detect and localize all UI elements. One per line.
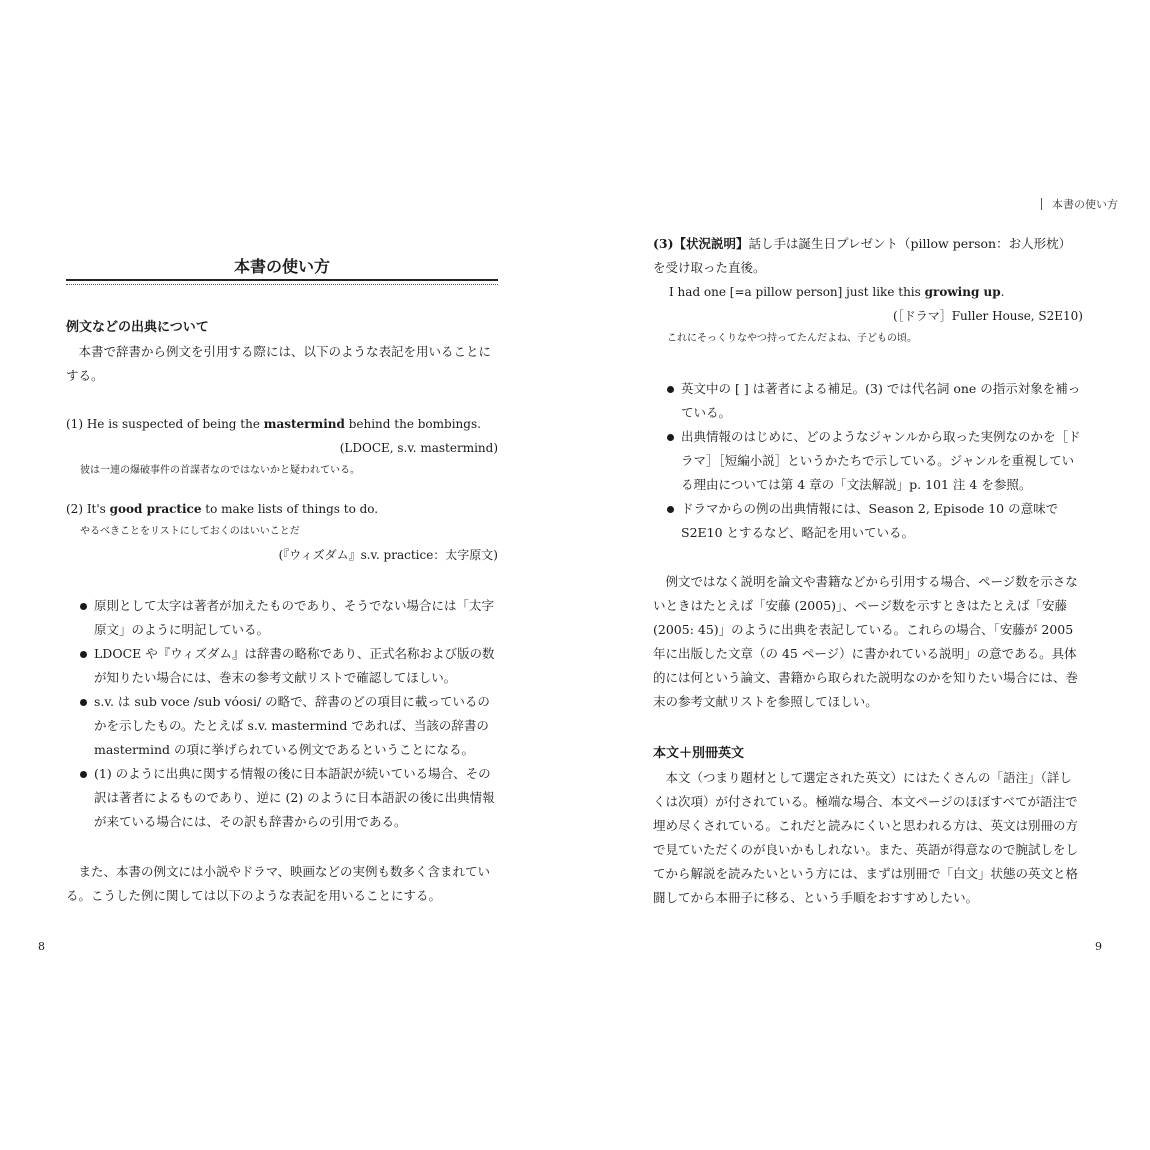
page-title: 本書の使い方 <box>233 257 330 276</box>
page-number: 8 <box>38 940 45 953</box>
intro-paragraph: 本書で辞書から例文を引用する際には、以下のような表記を用いることにする。 <box>66 344 492 383</box>
bullet-icon <box>667 386 674 393</box>
example-translation: やるべきことをリストにしておくのはいいことだ <box>80 526 300 537</box>
title-rule <box>66 279 498 285</box>
section-heading: 例文などの出典について <box>66 320 209 335</box>
example-2 <box>66 497 498 567</box>
section-heading: 本文＋別冊英文 <box>653 746 745 761</box>
example-context: (3)【状況説明】話し手は誕生日プレゼント（pillow person：お人形枕）を受け取った直後。 <box>653 236 1072 275</box>
bullet-icon <box>667 434 674 441</box>
citation-paragraph: 例文ではなく説明を論文や書籍などから引用する場合、ページ数を示さないときはたとえば「安藤 (2005)」、ページ数を示すときはたとえば「安藤 (2005: 45)」のように出典を表記している。これらの場合、「安藤が 2005 年に出版した文章（の 45 ページ）に書かれている説明」の意である。具体的には何という論文、書籍から取られた説明なのかを知りたい場合には、巻末の参考文献リストを参照してほしい。 <box>653 574 1079 709</box>
section-body: 本文（つまり題材として選定された英文）にはたくさんの「語注」（詳しくは次項）が付されている。極端な場合、本文ページのほぼすべてが語注で埋め尽くされている。これだと読みにくいと思われる方は、英文は別冊の方で見ていただくのが良いかもしれない。また、英語が得意なので腕試しをしてから解説を読みたいという方には、まずは別冊で「白文」状態の英文と格闘してから本冊子に移る、という手順をおすすめしたい。 <box>653 770 1079 905</box>
example-source: (LDOCE, s.v. mastermind) <box>339 441 498 455</box>
bullet-icon <box>80 651 87 658</box>
notes-list <box>78 594 498 834</box>
example-translation: 彼は一連の爆破事件の首謀者なのではないかと疑われている。 <box>80 465 360 476</box>
example-3 <box>653 232 1083 350</box>
list-item: ドラマからの例の出典情報には、Season 2, Episode 10 の意味で S2E10 とするなど、略記を用いている。 <box>665 497 1083 545</box>
running-header-text: 本書の使い方 <box>1052 198 1118 211</box>
closing-paragraph: また、本書の例文には小説やドラマ、映画などの実例も数多く含まれている。こうした例に関しては以下のような表記を用いることにする。 <box>66 864 491 903</box>
example-source: (［ドラマ］Fuller House, S2E10) <box>893 309 1083 323</box>
bullet-icon <box>80 771 87 778</box>
example-translation: これにそっくりなやつ持ってたんだよね、子どもの頃。 <box>667 333 917 344</box>
example-source: (『ウィズダム』s.v. practice：太字原文) <box>278 548 498 562</box>
list-item: 英文中の [ ] は著者による補足。(3) では代名詞 one の指示対象を補っている。 <box>665 377 1083 425</box>
running-header <box>1041 196 1118 212</box>
list-item: (1) のように出典に関する情報の後に日本語訳が続いている場合、その訳は著者によるものであり、逆に (2) のように日本語訳の後に出典情報が来ている場合には、その訳も辞書からの引用である。 <box>78 762 498 834</box>
list-item: s.v. は sub voce /sub vóosi/ の略で、辞書のどの項目に載っているのかを示したもの。たとえば s.v. mastermind であれば、当該の辞書の mastermind の項に挙げられている例文であるということになる。 <box>78 690 498 762</box>
bullet-icon <box>80 603 87 610</box>
right-page <box>575 0 1150 1150</box>
section-main-text <box>653 742 1083 910</box>
list-item: 原則として太字は著者が加えたものであり、そうでない場合には「太字原文」のように明記している。 <box>78 594 498 642</box>
example-sentence: I had one [=a pillow person] just like this growing up. <box>669 285 1005 299</box>
list-item: LDOCE や『ウィズダム』は辞書の略称であり、正式名称および版の数が知りたい場合には、巻末の参考文献リストで確認してほしい。 <box>78 642 498 690</box>
bullet-icon <box>667 506 674 513</box>
example-sentence: (2) It's good practice to make lists of things to do. <box>66 502 379 516</box>
example-1 <box>66 412 498 482</box>
page-number: 9 <box>1095 940 1102 953</box>
bullet-icon <box>80 699 87 706</box>
example-sentence: (1) He is suspected of being the mastermind behind the bombings. <box>66 417 481 431</box>
notes-list <box>665 377 1083 545</box>
header-bar <box>1041 198 1042 210</box>
list-item: 出典情報のはじめに、どのようなジャンルから取った実例なのかを［ドラマ］［短編小説］というかたちで示している。ジャンルを重視している理由については第 4 章の「文法解説」p. 101 注 4 を参照。 <box>665 425 1083 497</box>
section-sources <box>66 316 498 388</box>
